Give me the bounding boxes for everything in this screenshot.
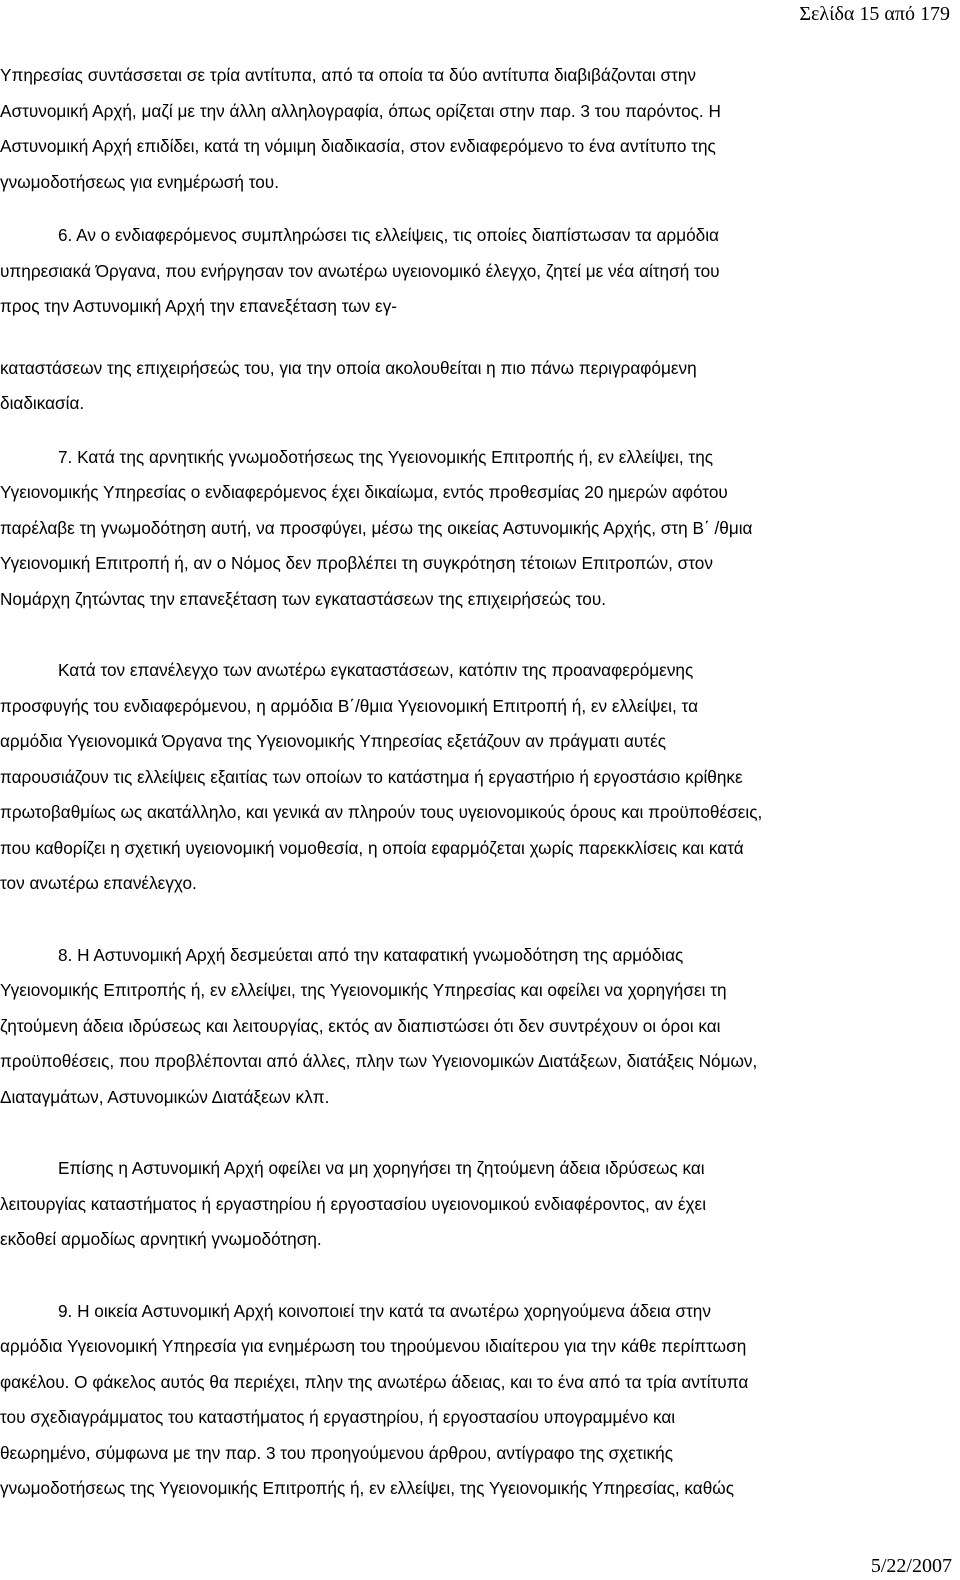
text-line: 9. Η οικεία Αστυνομική Αρχή κοινοποιεί την κατά τα ανωτέρω χορηγούμενα άδεια στην [58,1300,711,1321]
text-line: προς την Αστυνομική Αρχή την επανεξέταση των εγ- [0,296,398,316]
text-line: Υγειονομικής Επιτροπής ή, εν ελλείψει, της Υγειονομικής Υπηρεσίας και οφείλει να χορηγήσει τη [0,980,727,1000]
page-number-header: Σελίδα 15 από 179 [799,3,950,25]
paragraph-section-8 [0,938,952,1116]
text-line: εκδοθεί αρμοδίως αρνητική γνωμοδότηση. [0,1229,322,1249]
paragraph-section-7 [0,440,952,618]
text-line: Αστυνομική Αρχή επιδίδει, κατά τη νόμιμη διαδικασία, στον ενδιαφερόμενο το ένα αντίτυπο της [0,136,716,156]
document-body [0,58,952,1507]
paragraph-reexamination [0,653,952,902]
text-line: 8. Η Αστυνομική Αρχή δεσμεύεται από την καταφατική γνωμοδότηση της αρμόδιας [58,944,684,965]
text-line: υπηρεσιακά Όργανα, που ενήργησαν τον ανωτέρω υγειονομικό έλεγχο, ζητεί με νέα αίτησή του [0,260,720,281]
text-line: προϋποθέσεις, που προβλέπονται από άλλες, πλην των Υγειονομικών Διατάξεων, διατάξεις Νόμων, [0,1051,758,1071]
text-line: γνωμοδοτήσεως για ενημέρωσή του. [0,171,279,192]
text-line: ζητούμενη άδεια ιδρύσεως και λειτουργίας, εκτός αν διαπιστώσει ότι δεν συντρέχουν οι όροι και [0,1015,721,1036]
text-line: αρμόδια Υγειονομική Υπηρεσία για ενημέρωση του τηρούμενου ιδιαίτερου για την κάθε περίπτωση [0,1336,747,1356]
paragraph-refusal [0,1151,952,1258]
date-footer: 5/22/2007 [870,1555,952,1577]
text-line: 6. Αν ο ενδιαφερόμενος συμπληρώσει τις ελλείψεις, τις οποίες διαπίστωσαν τα αρμόδια [58,225,719,245]
text-line: Υγειονομική Επιτροπή ή, αν ο Νόμος δεν προβλέπει τη συγκρότηση τέτοιων Επιτροπών, στον [0,553,713,573]
text-line: φακέλου. Ο φάκελος αυτός θα περιέχει, πλην της ανωτέρω άδειας, και το ένα από τα τρία αντίτυπα [0,1371,749,1392]
paragraph-section-9 [0,1294,952,1507]
text-line: γνωμοδοτήσεως της Υγειονομικής Επιτροπής ή, εν ελλείψει, της Υγειονομικής Υπηρεσίας, καθώς [0,1478,734,1498]
text-line: θεωρημένο, σύμφωνα με την παρ. 3 του προηγούμενου άρθρου, αντίγραφο της σχετικής [0,1442,673,1463]
text-line: του σχεδιαγράμματος του καταστήματος ή εργαστηρίου, ή εργοστασίου υπογραμμένο και [0,1407,676,1427]
text-line: Διαταγμάτων, Αστυνομικών Διατάξεων κλπ. [0,1086,330,1107]
paragraph-section-6-continued [0,351,952,422]
text-line: λειτουργίας καταστήματος ή εργαστηρίου ή εργοστασίου υγειονομικού ενδιαφέροντος, αν έχει [0,1193,707,1214]
text-line: που καθορίζει η σχετική υγειονομική νομοθεσία, η οποία εφαρμόζεται χωρίς παρεκκλίσεις και κατά [0,837,744,858]
paragraph-section-6 [0,218,952,325]
paragraph-continuation [0,58,952,200]
text-line: Υγειονομικής Υπηρεσίας ο ενδιαφερόμενος έχει δικαίωμα, εντός προθεσμίας 20 ημερών αφότου [0,482,728,502]
text-line: τον ανωτέρω επανέλεγχο. [0,873,197,893]
text-line: Επίσης η Αστυνομική Αρχή οφείλει να μη χορηγήσει τη ζητούμενη άδεια ιδρύσεως και [58,1158,705,1178]
text-line: προσφυγής του ενδιαφερόμενου, η αρμόδια Β΄/θμια Υγειονομική Επιτροπή ή, εν ελλείψει, τα [0,695,699,716]
text-line: παρουσιάζουν τις ελλείψεις εξαιτίας των οποίων το κατάστημα ή εργαστήριο ή εργοστάσιο κρίθηκε [0,766,743,787]
text-line: πρωτοβαθμίως ως ακατάλληλο, και γενικά αν πληρούν τους υγειονομικούς όρους και προϋποθέσεις, [0,802,763,822]
text-line: Αστυνομική Αρχή, μαζί με την άλλη αλληλογραφία, όπως ορίζεται στην παρ. 3 του παρόντος. Η [0,100,721,121]
text-line: Υπηρεσίας συντάσσεται σε τρία αντίτυπα, από τα οποία τα δύο αντίτυπα διαβιβάζονται στην [0,65,697,85]
text-line: αρμόδια Υγειονομικά Όργανα της Υγειονομικής Υπηρεσίας εξετάζουν αν πράγματι αυτές [0,731,667,751]
text-line: 7. Κατά της αρνητικής γνωμοδοτήσεως της Υγειονομικής Επιτροπής ή, εν ελλείψει, της [58,446,714,467]
text-line: καταστάσεων της επιχειρήσεώς του, για την οποία ακολουθείται η πιο πάνω περιγραφόμενη [0,357,697,378]
text-line: Νομάρχη ζητώντας την επανεξέταση των εγκαταστάσεων της επιχειρήσεώς του. [0,588,606,609]
text-line: παρέλαβε τη γνωμοδότηση αυτή, να προσφύγει, μέσω της οικείας Αστυνομικής Αρχής, στη Β΄ /θμια [0,517,753,538]
text-line: διαδικασία. [0,393,85,413]
text-line: Κατά τον επανέλεγχο των ανωτέρω εγκαταστάσεων, κατόπιν της προαναφερόμενης [58,660,694,680]
